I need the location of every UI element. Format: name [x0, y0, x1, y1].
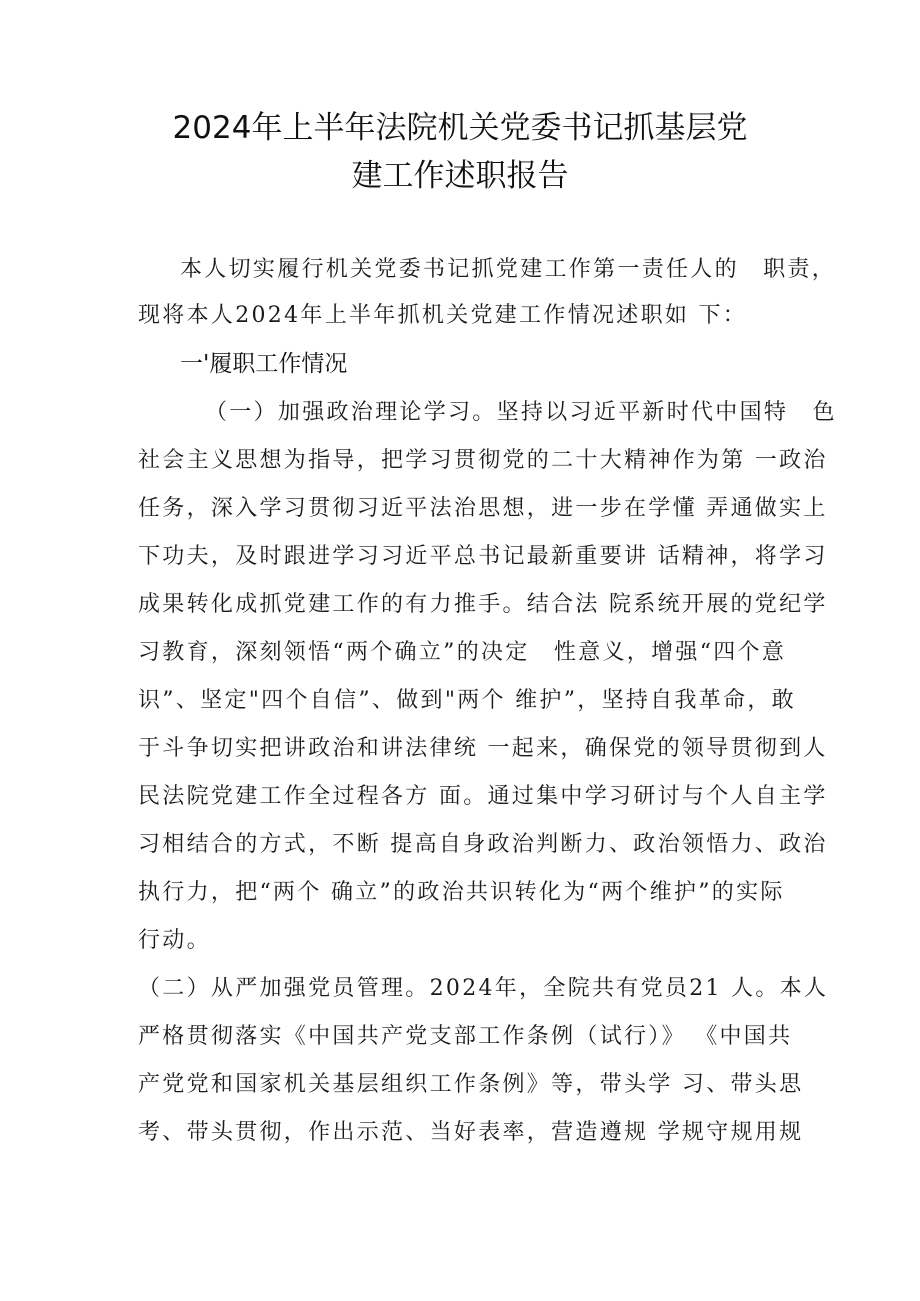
- paragraph-line: 成果转化成抓党建工作的有力推手。结合法 院系统开展的党纪学: [138, 592, 828, 617]
- paragraph-line: 于斗争切实把讲政治和讲法律统 一起来，确保党的领导贯彻到人: [138, 736, 828, 761]
- paragraph-line: 习教育，深刻领悟“两个确立”的决定 性意义，增强“四个意: [138, 640, 787, 665]
- paragraph-line: 产党党和国家机关基层组织工作条例》等，带头学 习、带头思: [138, 1072, 804, 1097]
- paragraph-line: 社会主义思想为指导，把学习贯彻党的二十大精神作为第 一政治: [138, 448, 828, 473]
- paragraph-line: 民法院党建工作全过程各方 面。通过集中学习研讨与个人自主学: [138, 784, 828, 809]
- intro-line: 本人切实履行机关党委书记抓党建工作第一责任人的 职责，: [180, 257, 837, 282]
- paragraph-line: 执行力，把“两个 确立”的政治共识转化为“两个维护”的实际: [138, 880, 785, 905]
- paragraph-line: 严格贯彻落实《中国共产党支部工作条例（试行）》 《中国共: [138, 1024, 793, 1049]
- paragraph-line: （一）加强政治理论学习。坚持以习近平新时代中国特 色: [205, 400, 837, 425]
- paragraph-line: 行动。: [138, 928, 211, 953]
- document-title-line-2: 建工作述职报告: [351, 158, 569, 194]
- intro-line: 现将本人2024年上半年抓机关党建工作情况述职如 下：: [138, 303, 748, 328]
- paragraph-line: （二）从严加强党员管理。2024年，全院共有党员21 人。本人: [138, 976, 829, 1001]
- paragraph-line: 识”、坚定"四个自信”、做到"两个 维护”，坚持自我革命，敢: [138, 688, 796, 713]
- paragraph-line: 考、带头贯彻，作出示范、当好表率，营造遵规 学规守规用规: [138, 1120, 804, 1145]
- section-heading: 一'履职工作情况: [180, 351, 348, 377]
- document-title-line-1: 2024年上半年法院机关党委书记抓基层党: [172, 110, 748, 146]
- paragraph-line: 任务，深入学习贯彻习近平法治思想，进一步在学懂 弄通做实上: [138, 496, 828, 521]
- paragraph-line: 下功夫，及时跟进学习习近平总书记最新重要讲 话精神，将学习: [138, 544, 828, 569]
- paragraph-line: 习相结合的方式，不断 提高自身政治判断力、政治领悟力、政治: [138, 832, 828, 857]
